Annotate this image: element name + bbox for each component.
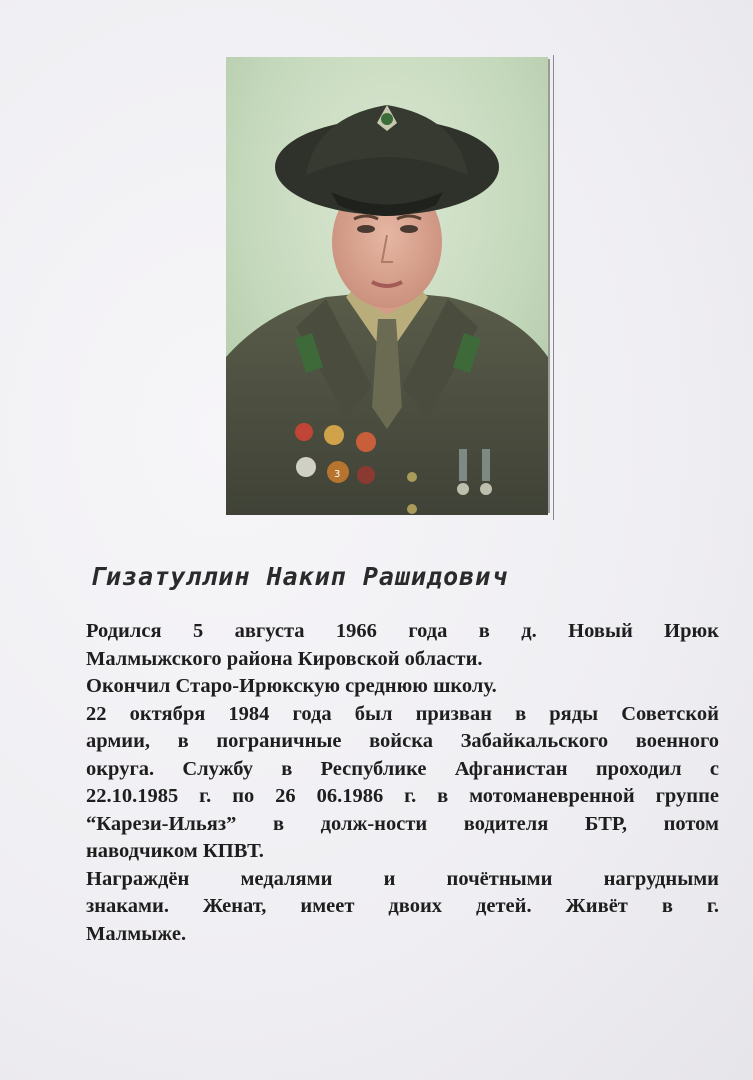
bio-line: 22.10.1985 г. по 26 06.1986 г. в мотоманевренной группе <box>86 785 719 807</box>
bio-line: 22 октября 1984 года был призван в ряды Советской <box>86 702 719 725</box>
biography-text <box>86 618 719 948</box>
bio-line: знаками. Женат, имеет двоих детей. Живёт в г. <box>86 895 719 917</box>
bio-line: Малмыжского района Кировской области. <box>86 647 483 670</box>
bio-line: округа. Службу в Республике Афганистан проходил с <box>86 757 719 780</box>
bio-line: наводчиком КПВТ. <box>86 840 264 862</box>
portrait-photo <box>226 57 548 515</box>
bio-line: Окончил Старо-Ирюкскую среднюю школу. <box>86 675 497 697</box>
bio-line: Награждён медалями и почётными нагрудными <box>86 867 719 890</box>
badge-number: 3 <box>334 469 341 480</box>
bio-line: “Карези-Ильяз” в долж-ности водителя БТР, потом <box>86 812 719 835</box>
bio-line: Малмыже. <box>86 922 187 945</box>
soldier-portrait-image <box>226 57 548 515</box>
photo-shadow-line <box>553 55 554 520</box>
bio-line: Родился 5 августа 1966 года в д. Новый Ирюк <box>86 620 719 642</box>
bio-line: армии, в пограничные войска Забайкальского военного <box>86 730 719 752</box>
person-name: Гизатуллин Накип Рашидович <box>90 562 508 591</box>
